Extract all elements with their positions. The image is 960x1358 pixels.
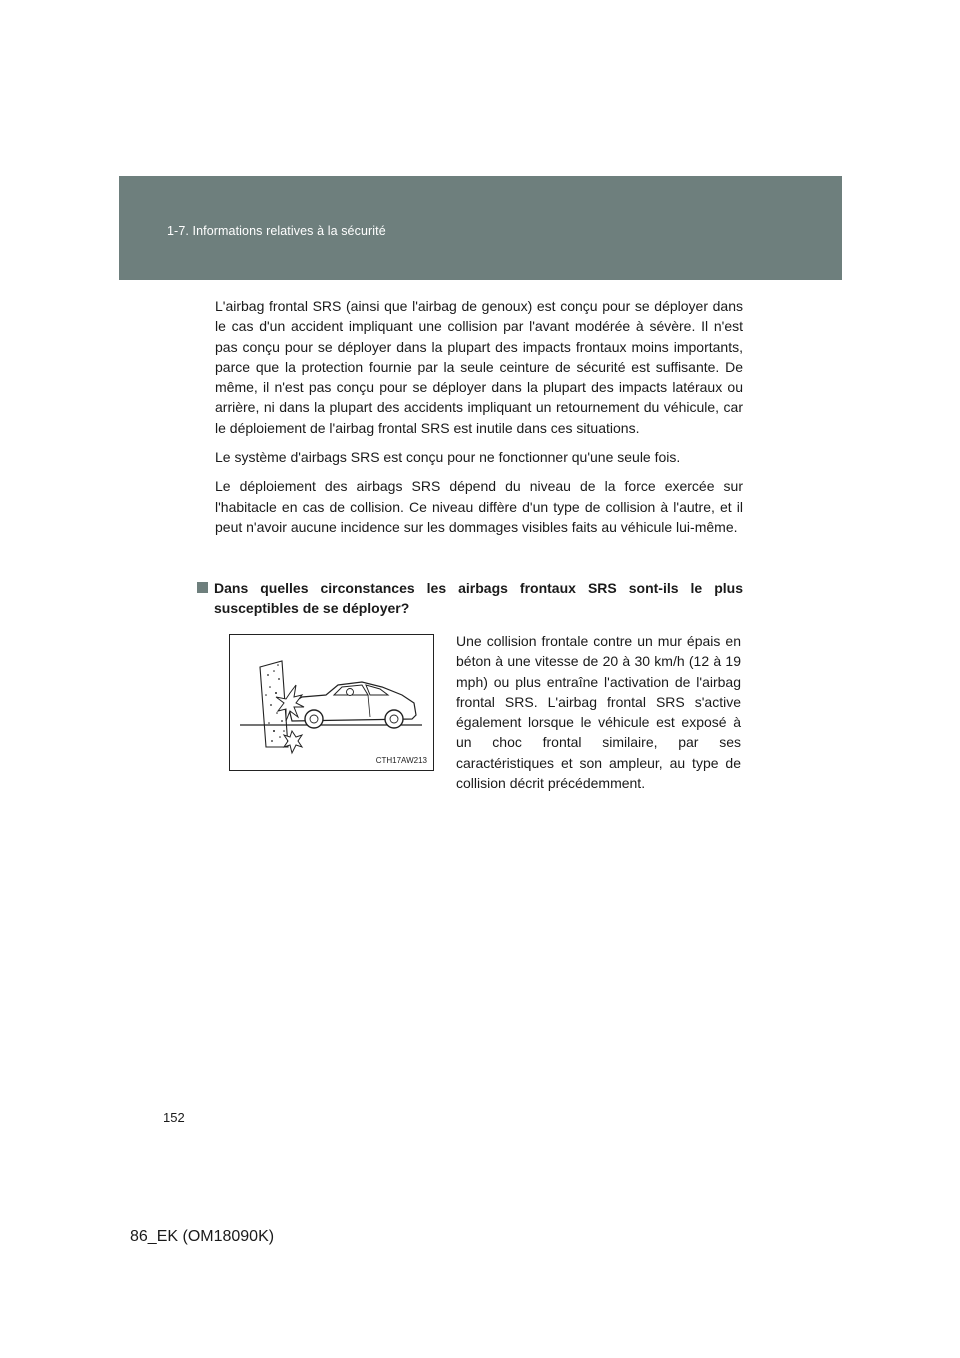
- header-band: [119, 176, 842, 280]
- body-text: [215, 296, 743, 546]
- subheading-text: Dans quelles circonstances les airbags frontaux SRS sont-ils le plus susceptibles de se déployer?: [214, 580, 743, 617]
- section-title: 1-7. Informations relatives à la sécurité: [167, 224, 386, 238]
- car-wall-collision-icon: [230, 635, 433, 770]
- figure-code: CTH17AW213: [375, 756, 427, 765]
- paragraph: Le système d'airbags SRS est conçu pour ne fonctionner qu'une seule fois.: [215, 449, 681, 466]
- square-bullet-icon: [197, 582, 208, 593]
- document-code: 86_EK (OM18090K): [130, 1228, 275, 1245]
- figure-description: Une collision frontale contre un mur épais en béton à une vitesse de 20 à 30 km/h (12 à 19 mph) ou plus entraîne l'activation de l'airbag frontal SRS. L'airbag frontal SRS s'active également lorsque le véhicule est exposé à un choc frontal similaire, par ses caractéristiques et son ampleur, au type de collision décrit précédemment.: [456, 633, 741, 792]
- paragraph: L'airbag frontal SRS (ainsi que l'airbag de genoux) est conçu pour se déployer dans le cas d'un accident impliquant une collision par l'avant modérée à sévère. Il n'est pas conçu pour se déployer dans la plupart des impacts frontaux moins importants, parce que la protection fournie par la seule ceinture de sécurité est suffisante. De même, il n'est pas conçu pour se déployer dans la plupart des impacts latéraux ou arrière, ni dans la plupart des accidents impliquant un retournement du véhicule, car le déploiement de l'airbag frontal SRS est inutile dans ces situations.: [215, 298, 743, 436]
- paragraph: Le déploiement des airbags SRS dépend du niveau de la force exercée sur l'habitacle en cas de collision. Ce niveau diffère d'un type de collision à l'autre, et il peut n'avoir aucune incidence sur les dommages visibles faits au véhicule lui-même.: [215, 478, 743, 535]
- crash-illustration: [229, 634, 434, 771]
- subheading: [197, 578, 743, 619]
- page-number: 152: [163, 1110, 185, 1125]
